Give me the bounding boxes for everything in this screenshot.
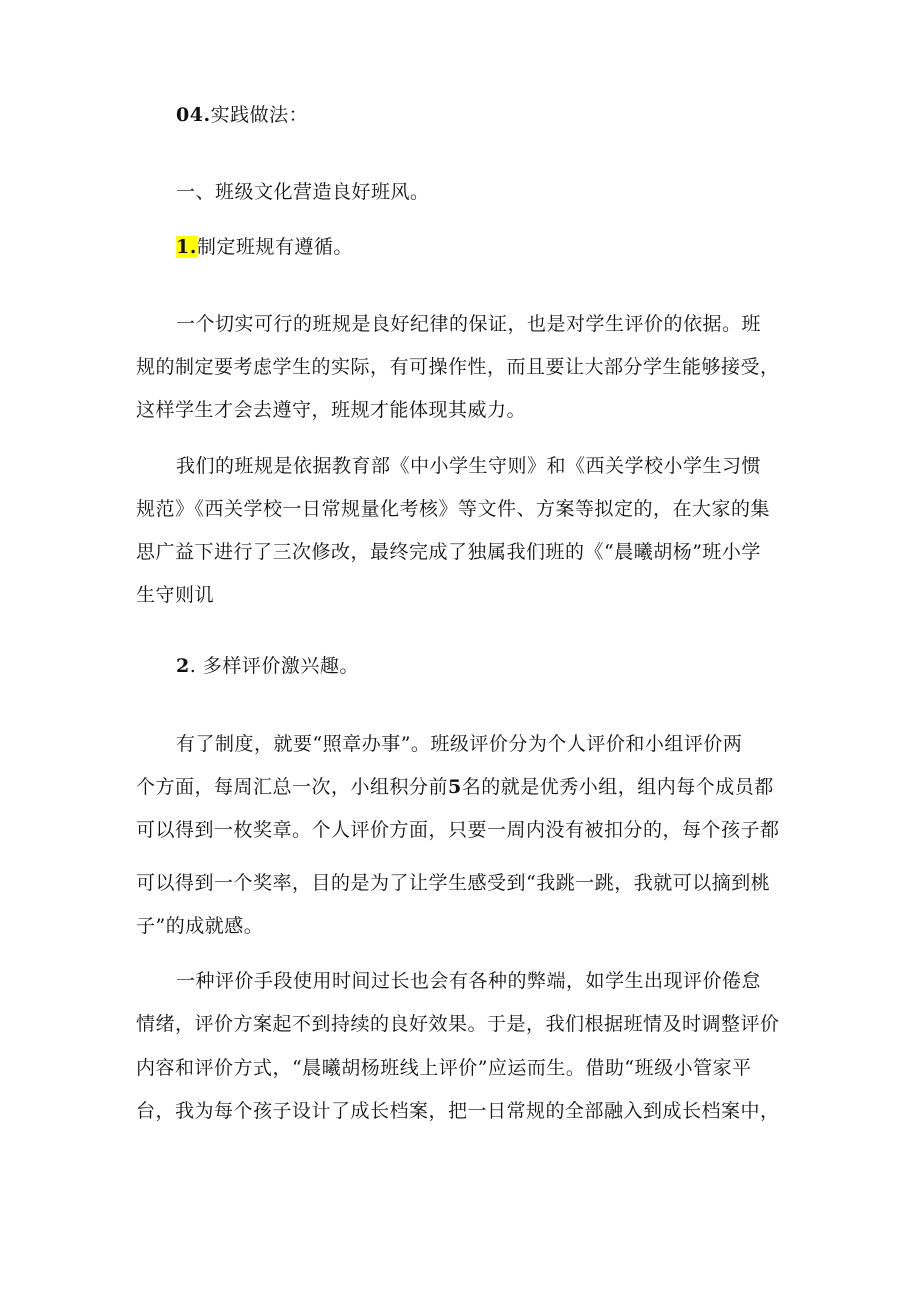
heading-number: 04. [176,104,211,126]
paragraph-1-line-3: 这样学生才会去遵守，班规才能体现其威力。 [136,399,527,421]
item-1-heading [176,235,353,260]
paragraph-3-line-4: 可以得到一个奖率，目的是为了让学生感受到“我跳一跳，我就可以摘到桃 [136,872,771,894]
paragraph-4-line-1: 一种评价手段使用时间过长也会有各种的弊端，如学生出现评价倦怠 [176,970,762,992]
heading-text: 实践做法： [210,104,309,126]
paragraph-3-number: 5 [448,776,462,798]
item-1-number-highlight: 1. [176,236,197,258]
subsection-title: 一、班级文化营造良好班风。 [176,181,430,203]
item-2-heading [176,654,359,679]
paragraph-4-line-4: 台，我为每个孩子设计了成长档案，把一日常规的全部融入到成长档案中， [136,1100,780,1122]
paragraph-3-line-2-start: 个方面，每周汇总一次，小组积分前 [136,776,449,798]
paragraph-2-line-2: 规范》《西关学校一日常规量化考核》等文件、方案等拟定的，在大家的集 [136,498,771,520]
paragraph-3-line-1: 有了制度，就要“照章办事”。班级评价分为个人评价和小组评价两 [176,733,743,755]
paragraph-3-line-5: 子”的成就感。 [136,915,264,937]
item-2-text: . 多样评价激兴趣。 [189,655,359,677]
section-heading [176,103,308,128]
paragraph-3-line-2 [136,775,774,800]
paragraph-3-line-3: 可以得到一枚奖章。个人评价方面，只要一周内没有被扣分的，每个孩子都 [136,819,780,841]
paragraph-1-line-2: 规的制定要考虑学生的实际，有可操作性，而且要让大部分学生能够接受， [136,356,780,378]
paragraph-4-line-2: 情绪，评价方案起不到持续的良好效果。于是，我们根据班情及时调整评价 [136,1013,780,1035]
paragraph-2-line-4: 生守则讥 [136,584,215,606]
paragraph-1-line-1: 一个切实可行的班规是良好纪律的保证，也是对学生评价的依据。班 [176,313,762,335]
paragraph-2-line-3: 思广益下进行了三次修改，最终完成了独属我们班的《“晨曦胡杨”班小学 [136,541,761,563]
item-2-number: 2 [176,655,190,677]
paragraph-4-line-3: 内容和评价方式，“晨曦胡杨班线上评价”应运而生。借助“班级小管家平 [136,1057,752,1079]
item-1-text: 制定班规有遵循。 [196,236,353,258]
paragraph-3-line-2-end: 名的就是优秀小组，组内每个成员都 [461,776,774,798]
paragraph-2-line-1: 我们的班规是依据教育部《中小学生守则》和《西关学校小学生习惯 [176,455,762,477]
